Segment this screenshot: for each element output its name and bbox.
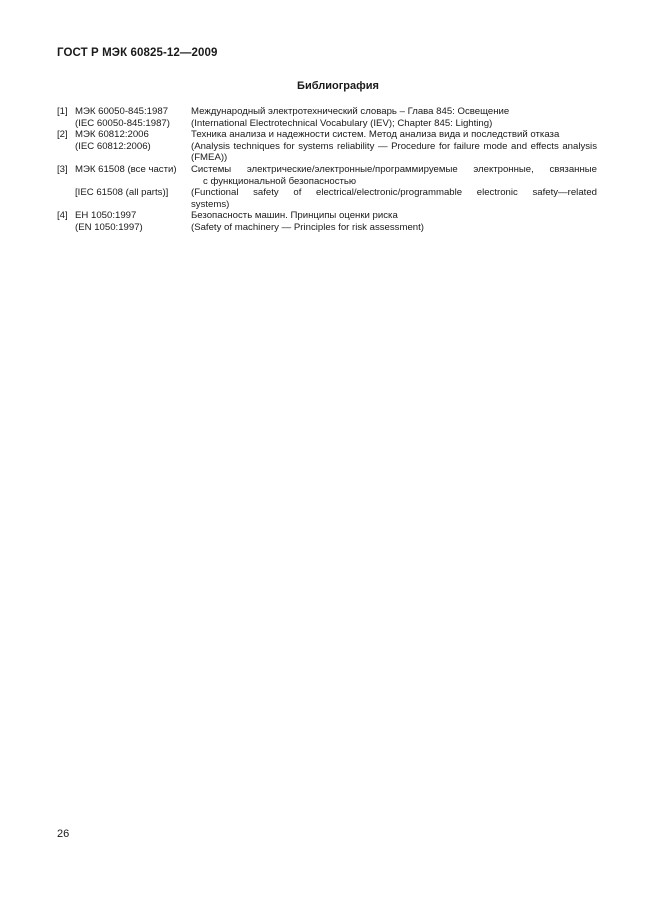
entry-reference-en: (IEC 60812:2006)	[75, 140, 151, 152]
entry-number: [1]	[57, 106, 68, 117]
entry-reference-ru: МЭК 61508 (все части)	[75, 163, 177, 175]
entry-title-en-line2: (FMEA))	[191, 152, 228, 164]
bibliography-entry-1	[57, 106, 597, 129]
entry-title-en: (Safety of machinery — Principles for risk assessment)	[191, 221, 424, 233]
entry-reference-en: (IEC 60050-845:1987)	[75, 117, 170, 129]
bibliography-entry-3	[57, 164, 597, 210]
entry-title-ru: Безопасность машин. Принципы оценки риска	[191, 210, 398, 222]
entry-reference-en: [IEC 61508 (all parts)]	[75, 187, 169, 199]
entry-title-en-line1: (Analysis techniques for systems reliability — Procedure for failure mode and effects analysis	[191, 140, 597, 152]
entry-number: [4]	[57, 210, 68, 222]
entry-number: [2]	[57, 129, 68, 141]
entry-title-ru-line1: Системы электрические/электронные/программируемые электронные, связанные	[191, 163, 597, 175]
entry-title-ru: Техника анализа и надежности систем. Метод анализа вида и последствий отказа	[191, 129, 560, 141]
bibliography-entry-4	[57, 210, 597, 233]
entry-title-en-line1: (Functional safety of electrical/electronic/programmable electronic safety—related	[191, 187, 597, 199]
entry-reference-ru: МЭК 60050-845:1987	[75, 106, 169, 117]
bibliography-entry-2	[57, 129, 597, 164]
entry-title-ru-line2: с функциональной безопасностью	[203, 175, 357, 187]
document-header: ГОСТ Р МЭК 60825-12—2009	[57, 47, 218, 59]
section-title-bibliography: Библиография	[297, 80, 379, 92]
entry-title-en-line2: systems)	[191, 198, 230, 210]
page-number: 26	[57, 828, 70, 840]
bibliography-list	[57, 106, 597, 234]
entry-title-ru: Международный электротехнический словарь – Глава 845: Освещение	[191, 106, 510, 117]
entry-reference-ru: ЕН 1050:1997	[75, 210, 137, 222]
entry-reference-ru: МЭК 60812:2006	[75, 129, 149, 141]
entry-number: [3]	[57, 163, 68, 175]
entry-title-en: (International Electrotechnical Vocabulary (IEV); Chapter 845: Lighting)	[191, 117, 493, 129]
entry-reference-en: (EN 1050:1997)	[75, 221, 143, 233]
